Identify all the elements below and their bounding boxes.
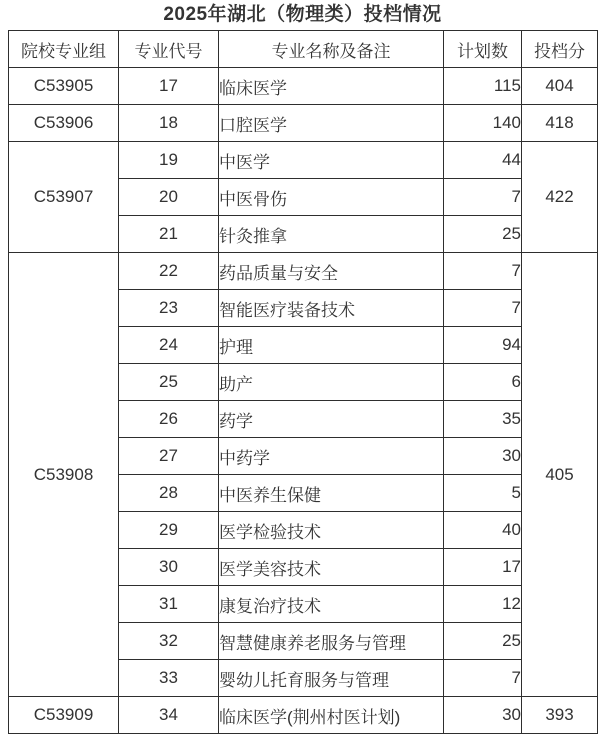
- header-cell-code: 专业代号: [119, 31, 219, 68]
- table-row: [9, 253, 598, 290]
- name-cell: 中医养生保健: [219, 475, 444, 512]
- name-cell: 医学美容技术: [219, 549, 444, 586]
- table-row: [9, 142, 598, 179]
- plan-cell: 17: [444, 549, 522, 586]
- score-cell: 404: [522, 68, 598, 105]
- code-cell: 33: [119, 660, 219, 697]
- code-cell: 28: [119, 475, 219, 512]
- code-cell: 23: [119, 290, 219, 327]
- plan-cell: 25: [444, 216, 522, 253]
- score-cell: 393: [522, 697, 598, 734]
- plan-cell: 7: [444, 290, 522, 327]
- code-cell: 20: [119, 179, 219, 216]
- plan-cell: 25: [444, 623, 522, 660]
- code-cell: 27: [119, 438, 219, 475]
- code-cell: 18: [119, 105, 219, 142]
- plan-cell: 30: [444, 438, 522, 475]
- name-cell: 临床医学(荆州村医计划): [219, 697, 444, 734]
- plan-cell: 140: [444, 105, 522, 142]
- name-cell: 中药学: [219, 438, 444, 475]
- name-cell: 中医骨伤: [219, 179, 444, 216]
- name-cell: 针灸推拿: [219, 216, 444, 253]
- code-cell: 26: [119, 401, 219, 438]
- name-cell: 口腔医学: [219, 105, 444, 142]
- name-cell: 临床医学: [219, 68, 444, 105]
- header-cell-plan: 计划数: [444, 31, 522, 68]
- name-cell: 医学检验技术: [219, 512, 444, 549]
- plan-cell: 40: [444, 512, 522, 549]
- code-cell: 19: [119, 142, 219, 179]
- score-cell: 405: [522, 253, 598, 697]
- code-cell: 30: [119, 549, 219, 586]
- name-cell: 药品质量与安全: [219, 253, 444, 290]
- table-body: [9, 68, 598, 734]
- header-cell-group: 院校专业组: [9, 31, 119, 68]
- name-cell: 智慧健康养老服务与管理: [219, 623, 444, 660]
- code-cell: 22: [119, 253, 219, 290]
- plan-cell: 5: [444, 475, 522, 512]
- group-cell: C53909: [9, 697, 119, 734]
- code-cell: 17: [119, 68, 219, 105]
- code-cell: 29: [119, 512, 219, 549]
- name-cell: 智能医疗装备技术: [219, 290, 444, 327]
- code-cell: 31: [119, 586, 219, 623]
- group-cell: C53908: [9, 253, 119, 697]
- plan-cell: 12: [444, 586, 522, 623]
- plan-cell: 30: [444, 697, 522, 734]
- name-cell: 护理: [219, 327, 444, 364]
- group-cell: C53905: [9, 68, 119, 105]
- code-cell: 32: [119, 623, 219, 660]
- name-cell: 婴幼儿托育服务与管理: [219, 660, 444, 697]
- group-cell: C53906: [9, 105, 119, 142]
- plan-cell: 94: [444, 327, 522, 364]
- plan-cell: 35: [444, 401, 522, 438]
- plan-cell: 115: [444, 68, 522, 105]
- plan-cell: 7: [444, 179, 522, 216]
- code-cell: 25: [119, 364, 219, 401]
- name-cell: 中医学: [219, 142, 444, 179]
- name-cell: 药学: [219, 401, 444, 438]
- table-row: [9, 697, 598, 734]
- table-row: [9, 68, 598, 105]
- score-cell: 418: [522, 105, 598, 142]
- code-cell: 21: [119, 216, 219, 253]
- code-cell: 24: [119, 327, 219, 364]
- plan-cell: 6: [444, 364, 522, 401]
- page-title: 2025年湖北（物理类）投档情况: [163, 4, 442, 25]
- group-cell: C53907: [9, 142, 119, 253]
- name-cell: 康复治疗技术: [219, 586, 444, 623]
- code-cell: 34: [119, 697, 219, 734]
- header-cell-name: 专业名称及备注: [219, 31, 444, 68]
- admission-table: [8, 30, 598, 734]
- name-cell: 助产: [219, 364, 444, 401]
- plan-cell: 44: [444, 142, 522, 179]
- plan-cell: 7: [444, 253, 522, 290]
- score-cell: 422: [522, 142, 598, 253]
- plan-cell: 7: [444, 660, 522, 697]
- table-row: [9, 105, 598, 142]
- header-cell-score: 投档分: [522, 31, 598, 68]
- table-header-row: [9, 31, 598, 68]
